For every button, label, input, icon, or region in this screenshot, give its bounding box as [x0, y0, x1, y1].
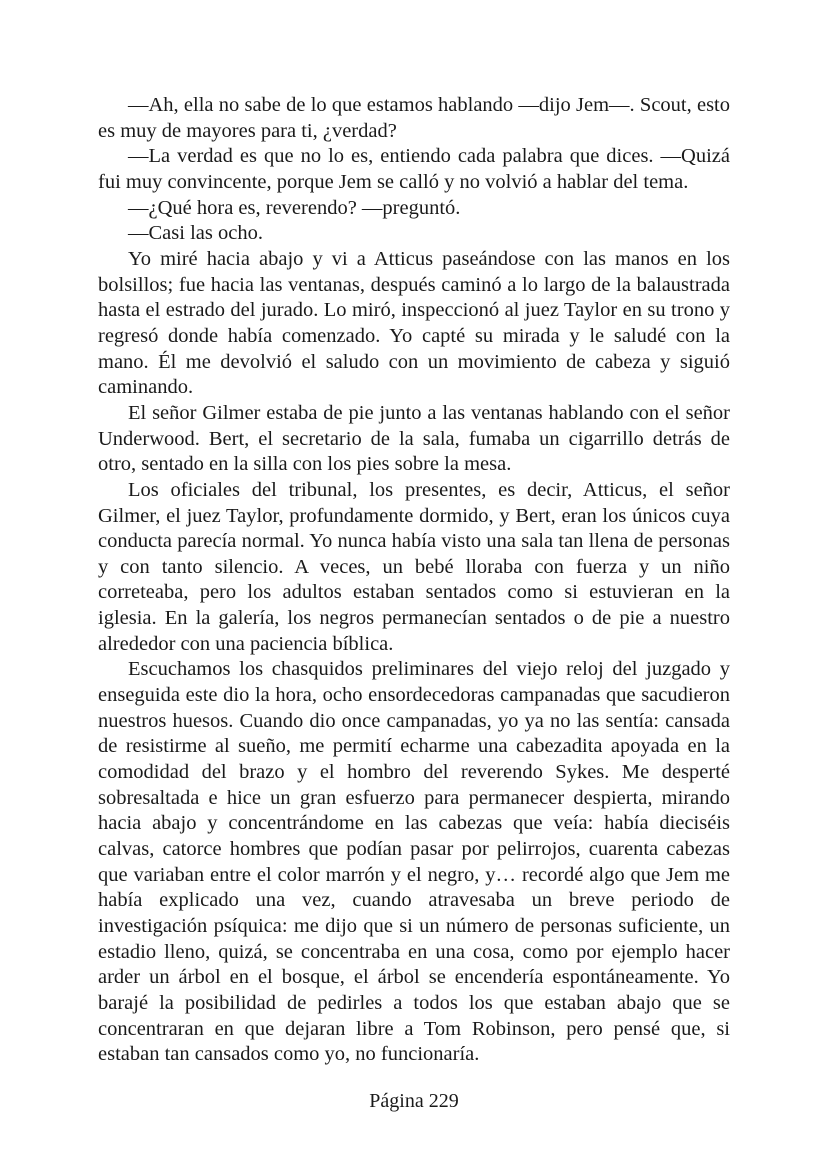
paragraph-dialogue-3: —¿Qué hora es, reverendo? —preguntó.	[128, 196, 461, 219]
page-number: Página 229	[369, 1090, 459, 1112]
page-text-block	[98, 93, 730, 1068]
paragraph-dialogue-4: —Casi las ocho.	[128, 222, 263, 245]
paragraph-narrative-4: Escuchamos los chasquidos preliminares del viejo reloj del juzgado y enseguida este dio la hora, ocho ensordecedoras campanadas que sacudieron nuestros huesos. Cuando dio once campanadas, yo ya no las sentía: cansada de resistirme al sueño, me permití echarme una cabezadita apoyada en la comodidad del brazo y el hombro del reverendo Sykes. Me desperté sobresaltada e hice un gran esfuerzo para permanecer despierta, mirando hacia abajo y concentrándome en las cabezas que veía: había dieciséis calvas, catorce hombres que podían pasar por pelirrojos, cuarenta cabezas que variaban entre el color marrón y el negro, y… recordé algo que Jem me había explicado una vez, cuando atravesaba un breve periodo de investigación psíquica: me dijo que si un número de personas suficiente, un estadio lleno, quizá, se concentraba en una cosa, como por ejemplo hacer arder un árbol en el bosque, el árbol se encendería espontáneamente. Yo barajé la posibilidad de pedirles a todos los que estaban abajo que se concentraran en que dejaran libre a Tom Robinson, pero pensé que, si estaban tan cansados como yo, no funcionaría.	[98, 658, 730, 1066]
paragraph-dialogue-2: —La verdad es que no lo es, entiendo cada palabra que dices. —Quizá fui muy convincente, porque Jem se calló y no volvió a hablar del tema.	[98, 145, 730, 193]
paragraph-dialogue-1: —Ah, ella no sabe de lo que estamos hablando —dijo Jem—. Scout, esto es muy de mayores para ti, ¿verdad?	[98, 94, 730, 142]
paragraph-narrative-1: Yo miré hacia abajo y vi a Atticus paseándose con las manos en los bolsillos; fue hacia las ventanas, después caminó a lo largo de la balaustrada hasta el estrado del jurado. Lo miró, inspeccionó al juez Taylor en su trono y regresó donde había comenzado. Yo capté su mirada y le saludé con la mano. Él me devolvió el saludo con un movimiento de cabeza y siguió caminando.	[98, 247, 730, 399]
paragraph-narrative-3: Los oficiales del tribunal, los presentes, es decir, Atticus, el señor Gilmer, el juez Taylor, profundamente dormido, y Bert, eran los únicos cuya conducta parecía normal. Yo nunca había visto una sala tan llena de personas y con tanto silencio. A veces, un bebé lloraba con fuerza y un niño correteaba, pero los adultos estaban sentados como si estuvieran en la iglesia. En la galería, los negros permanecían sentados o de pie a nuestro alrededor con una paciencia bíblica.	[98, 478, 730, 655]
paragraph-narrative-2: El señor Gilmer estaba de pie junto a las ventanas hablando con el señor Underwood. Bert, el secretario de la sala, fumaba un cigarrillo detrás de otro, sentado en la silla con los pies sobre la mesa.	[98, 401, 730, 476]
